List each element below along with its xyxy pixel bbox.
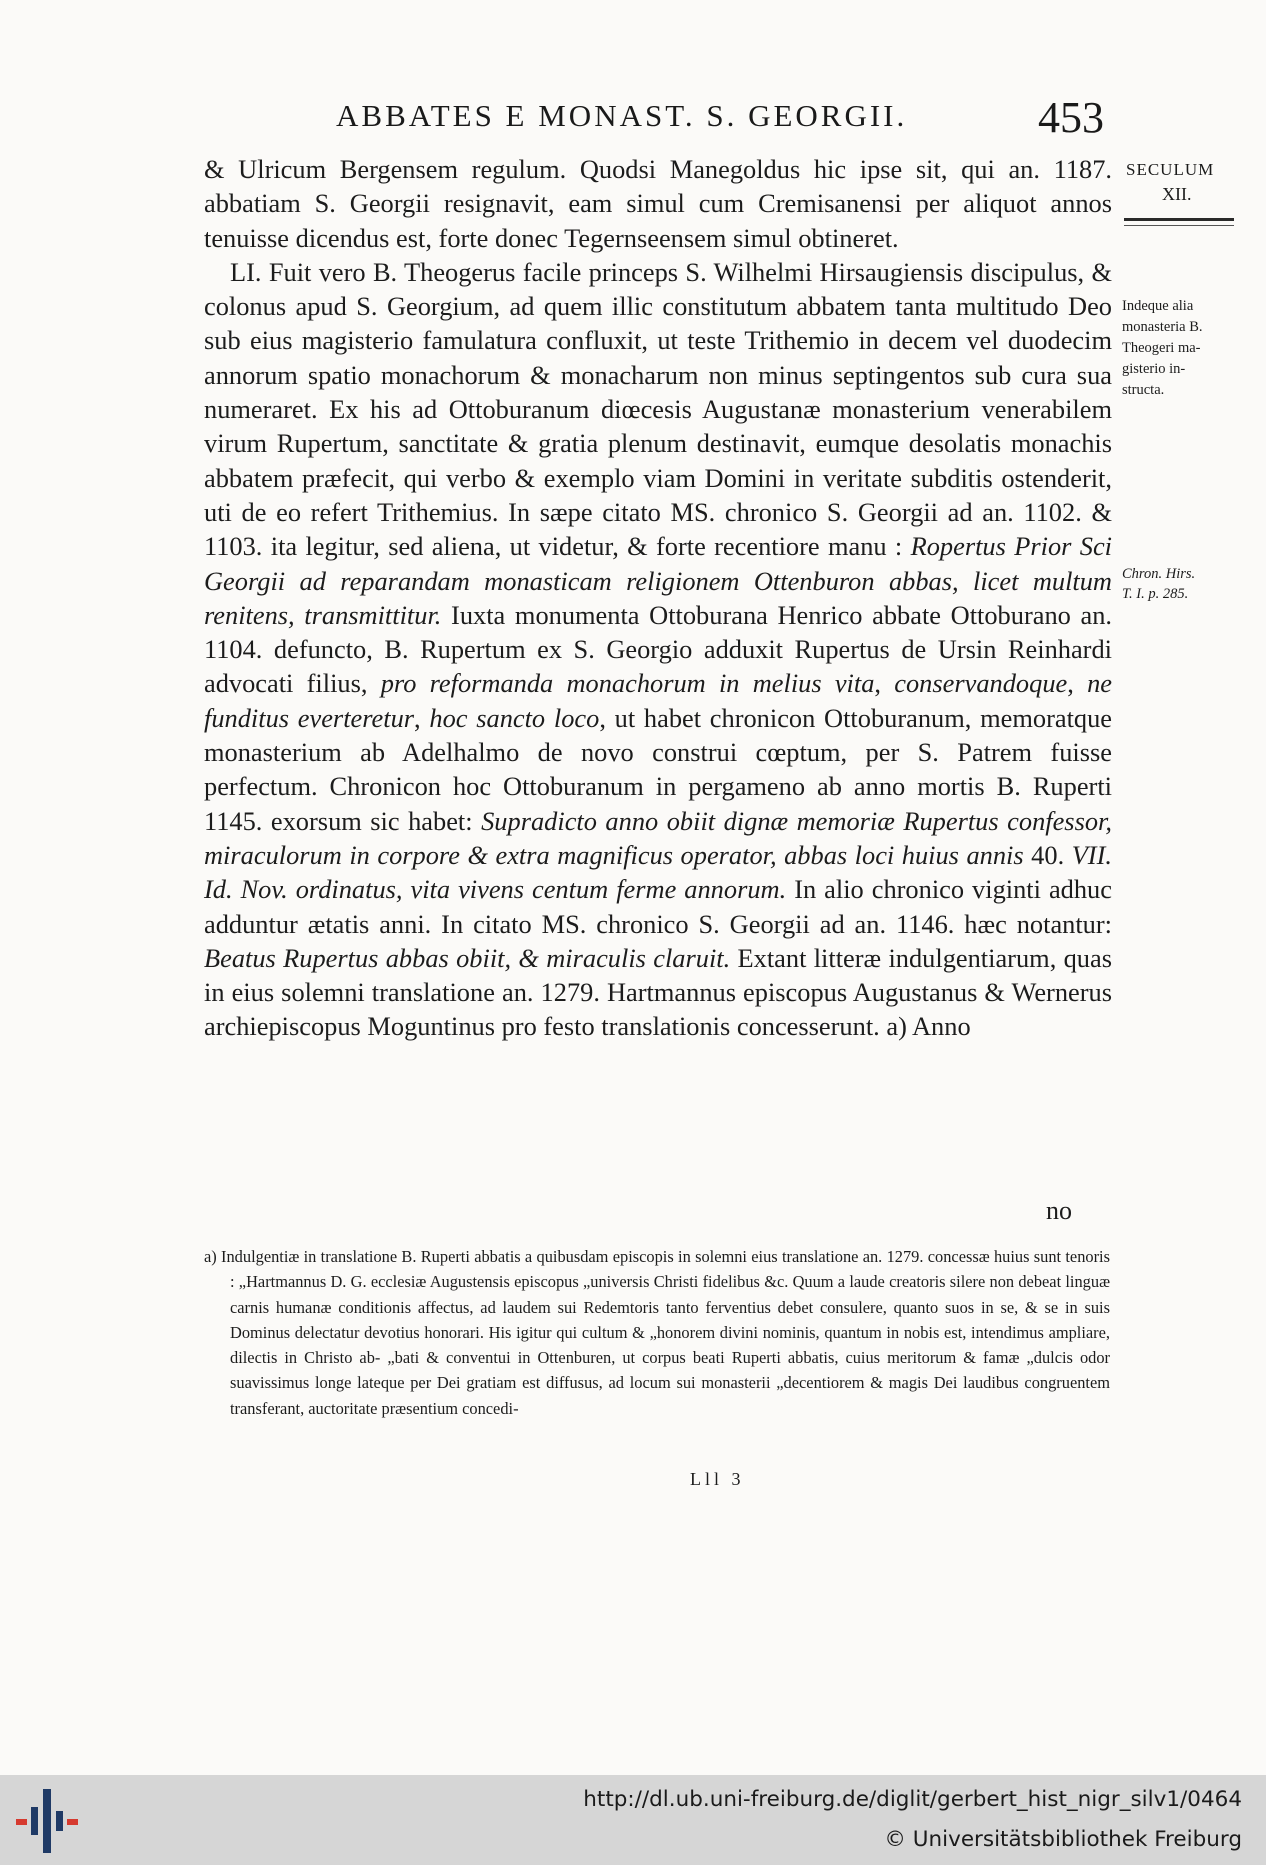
ub-freiburg-logo-icon bbox=[16, 1789, 80, 1853]
paragraph-2-quote-beatus: Beatus Rupertus abbas obiit, & miraculis claruit. bbox=[204, 942, 731, 973]
margin-note-century: XII. bbox=[1162, 184, 1192, 204]
paragraph-2-quote-conservando: conservandoque bbox=[894, 668, 1068, 699]
margin-note-monasteria-text: Indeque alia monasteria B. Theogeri ma- gisterio in- structa. bbox=[1122, 298, 1203, 398]
source-url-link[interactable]: http://dl.ub.uni-freiburg.de/diglit/gerbert_hist_nigr_silv1/0464 bbox=[583, 1787, 1242, 1812]
margin-note-chronicle-text: Chron. Hirs. T. I. p. 285. bbox=[1122, 566, 1196, 602]
paragraph-2-quote-reformanda: pro reformanda monachorum in melius vita bbox=[380, 668, 875, 699]
paragraph-2 bbox=[204, 255, 1112, 1044]
paragraph-2-text-k: , ut habet chronicon Ottoburanum, memoratque monasterium ab Adelhalmo de novo construi cœptum, per S. Patrem fuisse perfectum. Chronicon hoc Ottoburanum in pergameno ab anno mortis B. Ruperti 1145. exorsum sic habet: bbox=[204, 702, 1113, 836]
paragraph-2-quote-loco: hoc sancto loco bbox=[429, 702, 600, 733]
paragraph-2-text-c: Iuxta monumenta Ottoburana Henrico abbate Ottoburano an. 1104. defuncto, B. Rupertum ex S. Georgio adduxit Rupertus de Ursin Reinhardi advocati filius, bbox=[204, 599, 1112, 699]
page-number: 453 bbox=[1038, 93, 1104, 142]
paragraph-2-quote-ropertus: Ropertus Prior Sci Georgii ad reparandam monasticam religionem Ottenburon abbas, licet multum renitens, transmittitur. bbox=[204, 531, 1112, 630]
footer-bar bbox=[0, 1775, 1266, 1865]
catchword: no bbox=[1046, 1196, 1072, 1225]
copyright-notice: © Universitätsbibliothek Freiburg bbox=[884, 1827, 1242, 1852]
footnote bbox=[204, 1244, 1110, 1421]
paragraph-2-comma-2: , bbox=[1067, 668, 1074, 699]
paragraph-2-quote-ordinatus: VII. Id. Nov. ordinatus, vita vivens centum ferme annorum. bbox=[204, 839, 1112, 905]
paragraph-2-text-a: LI. Fuit vero B. Theogerus facile princeps S. Wilhelmi Hirsaugiensis discipulus, & colonus apud S. Georgium, ad quem illic constitutum abbatem tanta multitudo Deo sub eius magisterio famulatura confluxit, ut teste Trithemio in decem vel duodecim annorum spatio monachorum & monacharum non minus septingentos sub cura sua numeraret. Ex his ad Ottoburanum diœcesis Augustanæ monasterium venerabilem virum Rupertum, sanctitate & gratia plenum destinavit, eumque desolatis monachis abbatem præfecit, qui verbo & exemplo viam Domini in veritate subditis ostenderit, uti de eo refert Trithemius. In sæpe citato MS. chronico S. Georgii ad an. 1102. & 1103. ita legitur, sed aliena, ut videtur, & forte recentiore manu : bbox=[204, 256, 1112, 562]
margin-note-monasteria bbox=[1122, 296, 1203, 401]
margin-note-seculum: SECULUM bbox=[1126, 160, 1215, 179]
paragraph-2-number-40: 40. bbox=[1031, 839, 1065, 870]
footnote-text: a) Indulgentiæ in translatione B. Ruperti abbatis a quibusdam episcopis in solemni eius translatione an. 1279. concessæ huius sunt tenoris : „Hartmannus D. G. ecclesiæ Augustensis episcopus „universis Christi fidelibus &c. Quum a laude creatoris silere non debeat linguæ carnis humanæ conditionis affectus, ad laudem sui Redemtoris tanto ferventius debet consulere, quanto suos in se, & se in suis Dominus delectatur devotius honorari. His igitur qui cultum & „honorem divini nominis, quantum in nobis est, intendimus ampliare, dilectis in Christo ab- „bati & conventui in Ottenburen, ut corpus beati Ruperti abbatis, cuius meritorum & famæ „dulcis odor suavissimus longe lateque per Dei gratiam est diffusus, ad locum sui monasterii „decentiorem & magis Dei laudibus congruentem transferant, auctoritate præsentium concedi- bbox=[204, 1247, 1110, 1418]
margin-note-chronicle-ref bbox=[1122, 564, 1195, 604]
margin-rule bbox=[1124, 218, 1234, 226]
paragraph-2-quote-everteretur: ne funditus everteretur bbox=[204, 668, 1112, 733]
paragraph-2-text-q: Extant litteræ indulgentiarum, quas in eius solemni translatione an. 1279. Hartmannus episcopus Augustanus & Wernerus archiepiscopus Moguntinus pro festo translationis concesserunt. a) Anno bbox=[204, 942, 1112, 1042]
paragraph-2-comma-3: , bbox=[414, 702, 421, 733]
main-text bbox=[204, 152, 1112, 1044]
paragraph-2-quote-supradicto: Supradicto anno obiit dignæ memoriæ Rupertus confessor, miraculorum in corpore & extra magnificus operator, abbas loci huius annis bbox=[204, 805, 1112, 870]
paragraph-2-comma-1: , bbox=[874, 668, 882, 699]
paragraph-1: & Ulricum Bergensem regulum. Quodsi Manegoldus hic ipse sit, qui an. 1187. abbatiam S. Georgii resignavit, eam simul cum Cremisanensi per aliquot annos tenuisse dicendus est, forte donec Tegernseensem simul obtineret. bbox=[204, 154, 1112, 253]
paragraph-2-text-o: In alio chronico viginti adhuc adduntur ætatis anni. In citato MS. chronico S. Georgii ad an. 1146. hæc notantur: bbox=[204, 874, 1112, 939]
running-title: ABBATES E MONAST. S. GEORGII. bbox=[336, 98, 908, 133]
signature-mark: Lll 3 bbox=[690, 1469, 745, 1489]
